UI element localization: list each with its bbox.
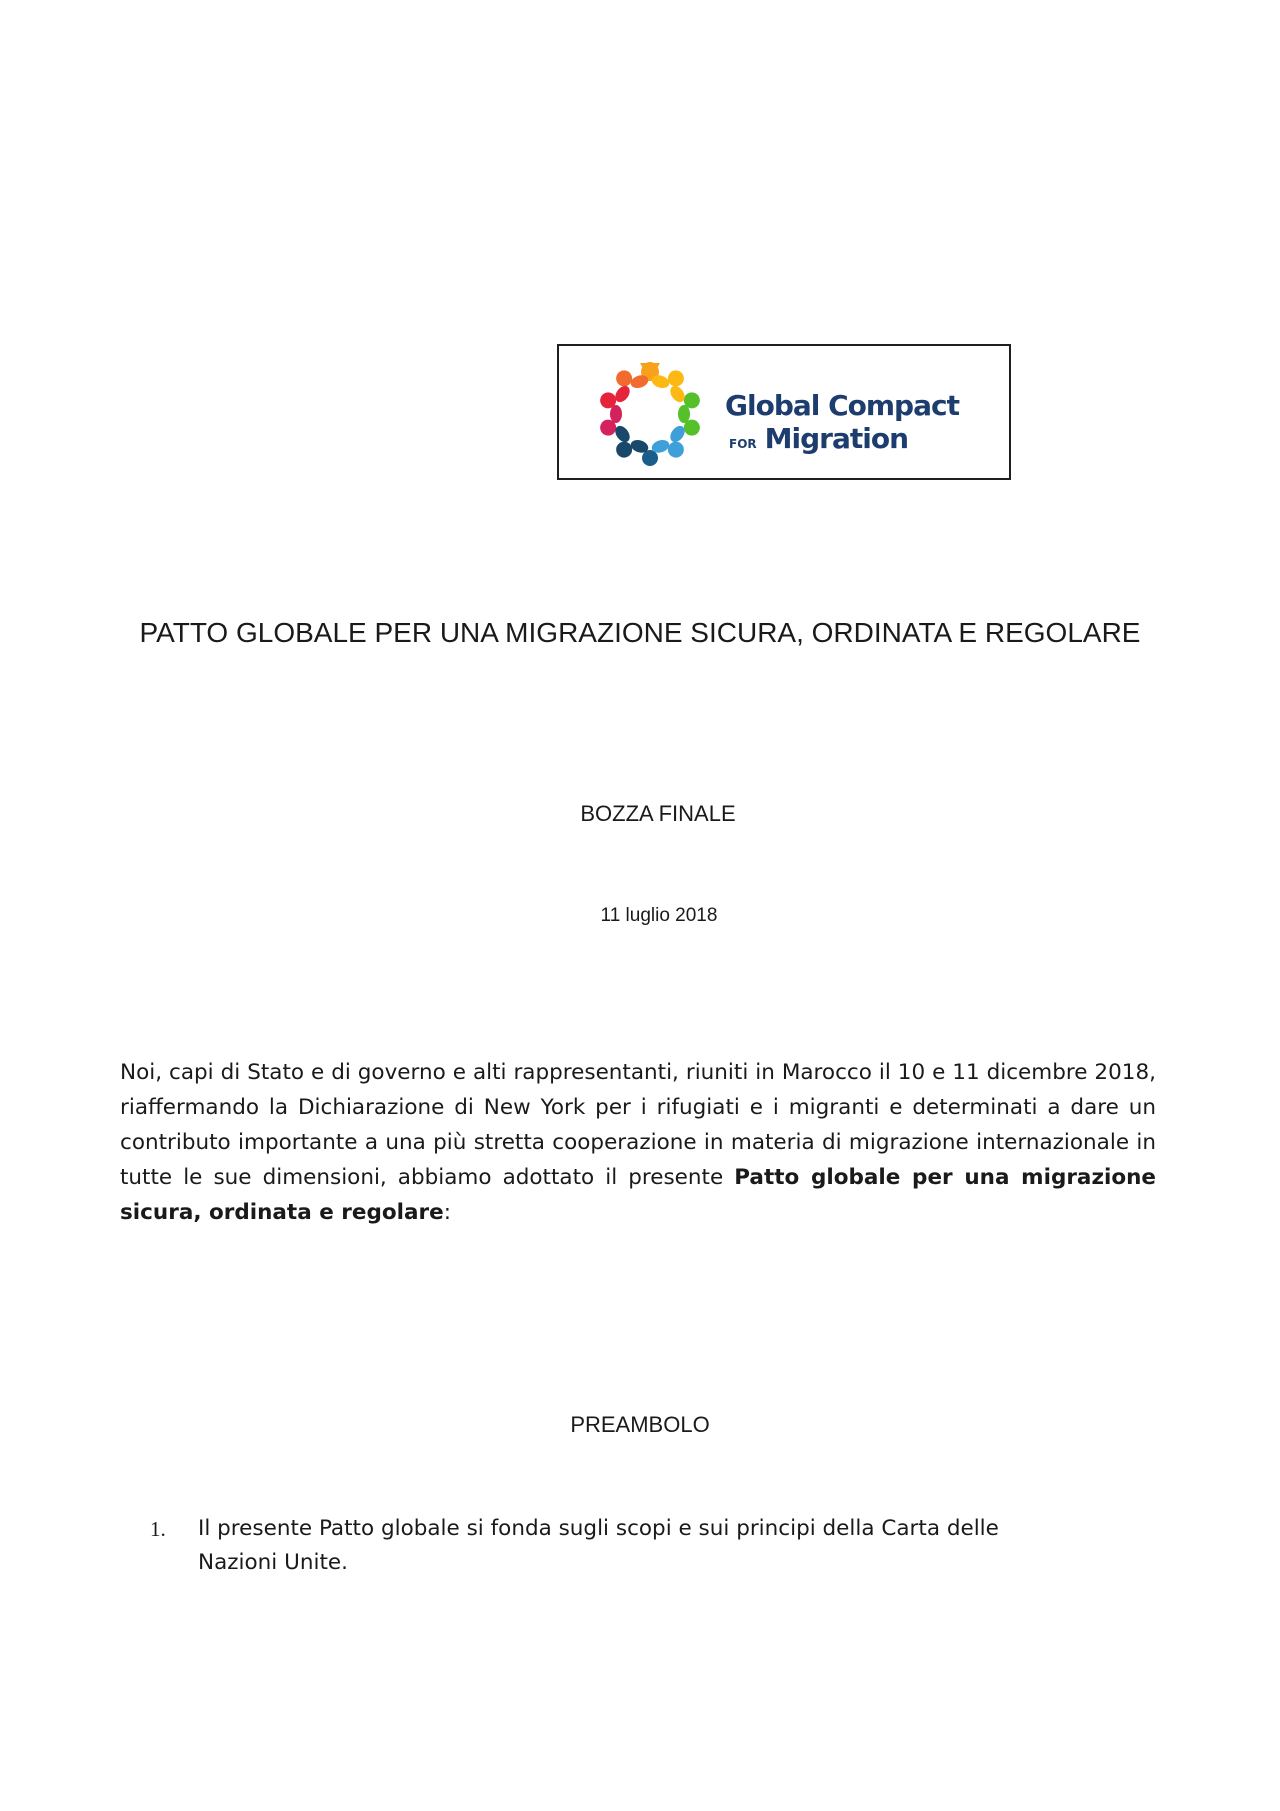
logo-wordmark <box>725 390 959 461</box>
document-title: PATTO GLOBALE PER UNA MIGRAZIONE SICURA, ORDINATA E REGOLARE <box>139 617 1141 648</box>
document-date: 11 luglio 2018 <box>600 905 718 926</box>
logo-line-global-compact: Global Compact <box>725 389 959 422</box>
logo-circle-of-figures-icon <box>589 354 711 474</box>
global-compact-logo <box>557 344 1011 480</box>
intro-bold-text: Patto globale per una migrazione sicura, ordinata e regolare <box>120 1165 1156 1225</box>
intro-end: : <box>443 1200 451 1225</box>
logo-for-label: FOR <box>729 436 757 451</box>
document-subtitle: BOZZA FINALE <box>580 801 736 826</box>
logo-migration-label: Migration <box>764 422 908 455</box>
section-title-preambolo: PREAMBOLO <box>570 1412 710 1437</box>
intro-text: Noi, capi di Stato e di governo e alti rappresentanti, riuniti in Marocco il 10 e 11 dicembre 2018, riaffermando la Dichiarazione di New York per i rifugiati e i migranti e determinati a dare un contributo importante a una più stretta cooperazione in materia di migrazione internazionale in tutte le sue dimensioni, abbiamo adottato il presente <box>120 1060 1156 1190</box>
logo-line-migration <box>725 422 959 461</box>
list-item-text: Il presente Patto globale si fonda sugli scopi e sui principi della Carta delle Nazioni Unite. <box>198 1516 999 1575</box>
list-item-number: 1. <box>150 1517 166 1541</box>
intro-paragraph <box>120 1055 1156 1230</box>
